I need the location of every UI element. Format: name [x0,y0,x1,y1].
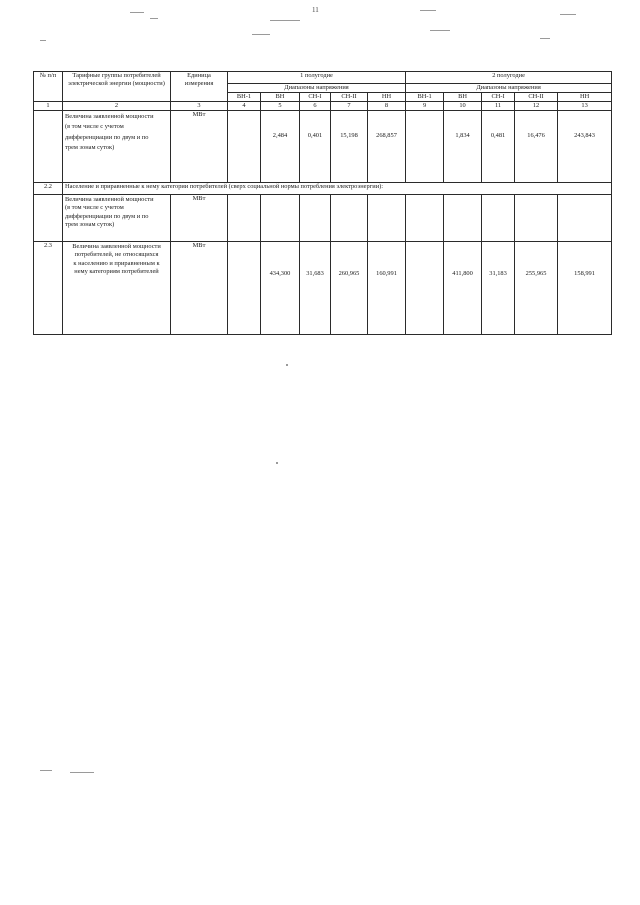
row-number [34,111,63,183]
value-cell [406,242,444,335]
value-cell: 255,965 [515,242,558,335]
scan-speck [252,34,270,35]
value-cell [228,195,261,242]
row-description-line: дифференциации по двум и по [65,212,149,220]
value-cell: 2,484 [261,111,300,183]
value-cell [331,195,368,242]
column-number: 12 [515,102,558,111]
scan-speck [270,20,300,21]
row-unit: МВт [171,242,228,335]
value-cell [444,195,482,242]
value-cell [300,195,331,242]
row-description-line: потребителей, не относящихся [74,251,159,259]
scan-speck [420,10,436,11]
header-half2: 2 полугодие [406,72,612,84]
section-title: Население и приравненные к нему категории потребителей (сверх социальной нормы потребления электроэнергии): [63,183,612,195]
header-level: СН-II [331,93,368,102]
header-unit: Единица измерения [171,72,228,102]
value-cell: 243,843 [558,111,612,183]
row-unit: МВт [171,111,228,183]
value-cell [228,242,261,335]
header-num: № п/п [34,72,63,102]
header-level: НН [368,93,406,102]
row-description-line: трем зонам суток) [65,220,115,228]
header-half1: 1 полугодие [228,72,406,84]
row-description-line: нему категориям потребителей [74,267,159,275]
header-voltage-ranges: Диапазоны напряжения [228,84,406,93]
header-voltage-ranges: Диапазоны напряжения [406,84,612,93]
column-number: 2 [63,102,171,111]
row-description [63,242,171,335]
value-cell: 260,965 [331,242,368,335]
value-cell: 0,481 [482,111,515,183]
scan-speck [40,40,46,41]
value-cell: 15,198 [331,111,368,183]
value-cell: 31,183 [482,242,515,335]
header-row [34,72,612,84]
row-description-line: Величина заявленной мощности [65,113,154,120]
scan-speck [130,12,144,13]
value-cell: 16,476 [515,111,558,183]
header-level: ВН-1 [406,93,444,102]
value-cell: 1,834 [444,111,482,183]
column-number-row [34,102,612,111]
column-number: 1 [34,102,63,111]
column-number: 6 [300,102,331,111]
column-number: 11 [482,102,515,111]
row-description-line: трем зонам суток) [65,143,115,151]
column-number: 10 [444,102,482,111]
row-description-line: Величина заявленной мощности [72,243,161,250]
header-level: ВН [261,93,300,102]
scan-speck [150,18,158,19]
value-cell: 0,401 [300,111,331,183]
column-number: 13 [558,102,612,111]
row-description [63,195,171,242]
tariff-table [33,71,612,335]
value-cell [228,111,261,183]
table-row [34,111,612,183]
header-level: СН-II [515,93,558,102]
value-cell [558,195,612,242]
row-number [34,195,63,242]
column-number: 7 [331,102,368,111]
value-cell [261,195,300,242]
header-group: Тарифные группы потребителей электрической энергии (мощности) [63,72,171,102]
column-number: 4 [228,102,261,111]
value-cell [515,195,558,242]
scan-speck [276,462,278,464]
table-row [34,195,612,242]
value-cell: 434,300 [261,242,300,335]
value-cell: 158,991 [558,242,612,335]
column-number: 9 [406,102,444,111]
scan-speck [560,14,576,15]
column-number: 5 [261,102,300,111]
value-cell [406,195,444,242]
scan-speck [430,30,450,31]
value-cell: 268,857 [368,111,406,183]
scan-speck [70,772,94,773]
value-cell [406,111,444,183]
header-level: ВН [444,93,482,102]
header-level: ВН-1 [228,93,261,102]
header-level: НН [558,93,612,102]
row-description-line: дифференциации по двум и по [65,133,149,141]
value-cell [482,195,515,242]
row-description-line: Величина заявленной мощности [65,196,154,203]
value-cell: 31,683 [300,242,331,335]
header-level: СН-I [482,93,515,102]
row-description [63,111,171,183]
row-description-line: (в том числе с учетом [65,204,124,212]
column-number: 8 [368,102,406,111]
value-cell [368,195,406,242]
scan-speck [286,364,288,366]
column-number: 3 [171,102,228,111]
row-unit: МВт [171,195,228,242]
row-number: 2.3 [34,242,63,335]
header-level: СН-I [300,93,331,102]
scan-speck [40,770,52,771]
value-cell: 160,991 [368,242,406,335]
row-description-line: (в том числе с учетом [65,123,124,131]
scan-speck [540,38,550,39]
row-description-line: к населению и приравненным к [73,259,160,267]
page-number: 11 [312,6,319,14]
row-number: 2.2 [34,183,63,195]
section-row [34,183,612,195]
value-cell: 411,800 [444,242,482,335]
table-row [34,242,612,335]
